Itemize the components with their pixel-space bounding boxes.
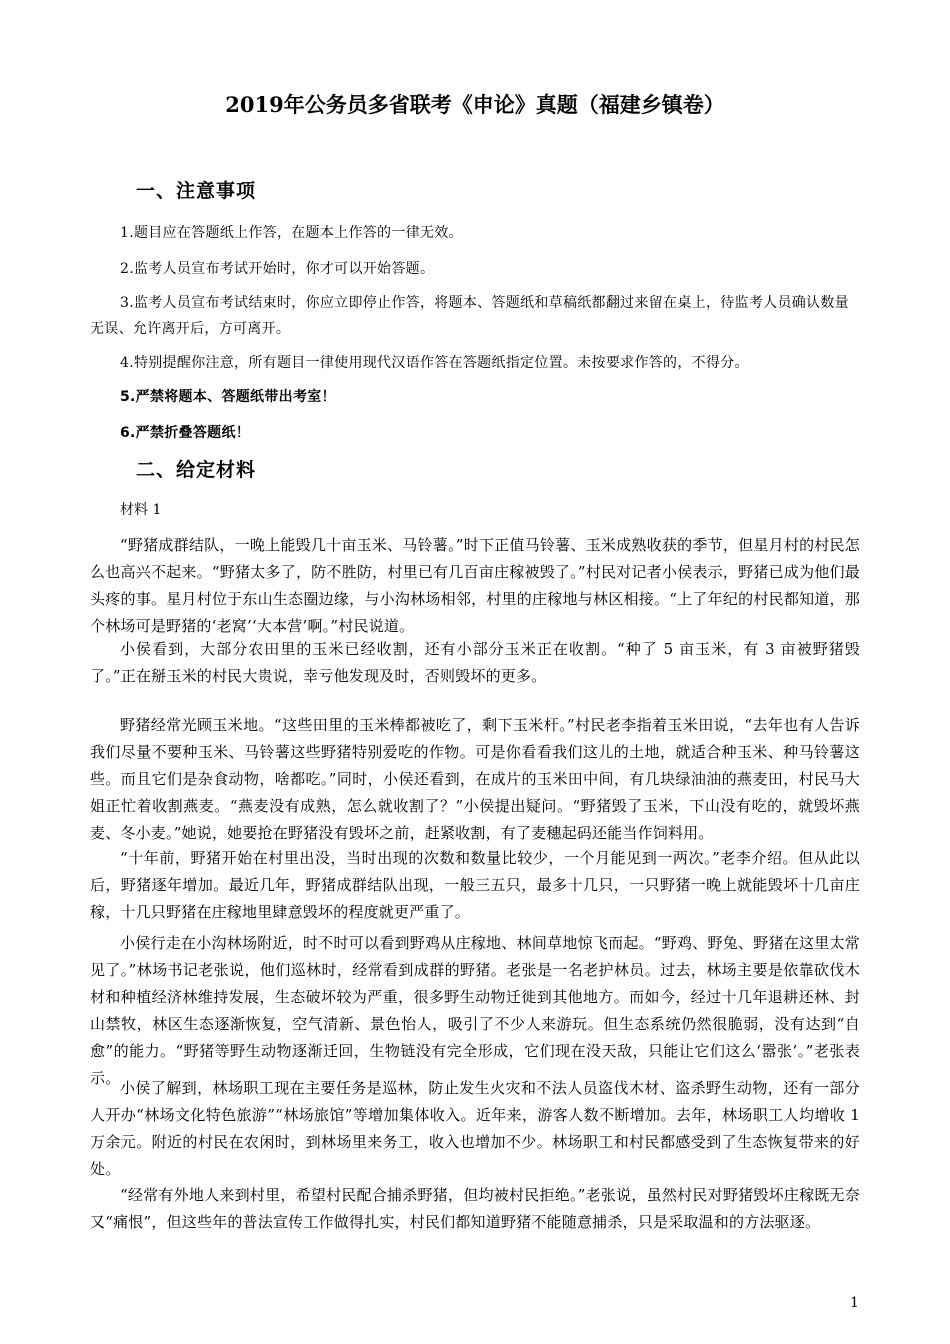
material-paragraph-3: 野猪经常光顾玉米地。“这些田里的玉米棒都被吃了，剩下玉米杆。”村民老李指着玉米田说，“去年也有人告诉我们尽量不要种玉米、马铃薯这些野猪特别爱吃的作物。可是你看看我们这儿的土地，就适合种玉米、种马铃薯这些。而且它们是杂食动物，啥都吃。”同时，小侯还看到，在成片的玉米田中间，有几块绿油油的燕麦田，村民马大姐正忙着收割燕麦。“燕麦没有成熟，怎么就收割了？”小侯提出疑问。“野猪毁了玉米，下山没有吃的，就毁坏燕麦、冬小麦。”她说，她要抢在野猪没有毁坏之前，赶紧收割，有了麦穗起码还能当作饲料用。 <box>90 716 860 842</box>
material-paragraph-1: “野猪成群结队，一晚上能毁几十亩玉米、马铃薯。”时下正值马铃薯、玉米成熟收获的季节，但星月村的村民怎么也高兴不起来。“野猪太多了，防不胜防，村里已有几百亩庄稼被毁了。”村民对记者小侯表示，野猪已成为他们最头疼的事。星月村位于东山生态圈边缘，与小沟林场相邻，村里的庄稼地与林区相接。“上了年纪的村民都知道，那个林场可是野猪的‘老窝’‘大本营’啊。”村民说道。 <box>90 536 860 635</box>
notice-item-1: 1.题目应在答题纸上作答，在题本上作答的一律无效。 <box>120 225 463 241</box>
material-paragraph-7: “经常有外地人来到村里，希望村民配合捕杀野猪，但均被村民拒绝。”老张说，虽然村民对野猪毁坏庄稼既无奈又“痛恨”，但这些年的普法宣传工作做得扎实，村民们都知道野猪不能随意捕杀，只是采取温和的方法驱逐。 <box>90 1186 860 1231</box>
notice-item-2: 2.监考人员宣布考试开始时，你才可以开始答题。 <box>120 261 435 277</box>
material-label: 材料 1 <box>120 502 162 518</box>
section-heading-materials: 二、给定材料 <box>136 459 257 481</box>
notice-item-3: 3.监考人员宣布考试结束时，你应立即停止作答，将题本、答题纸和草稿纸都翻过来留在桌上，待监考人员确认数量无误、允许离开后，方可离开。 <box>90 295 849 337</box>
page-number: 1 <box>850 1295 859 1311</box>
notice-item-5: 5.严禁将题本、答题纸带出考室！ <box>120 389 336 405</box>
material-paragraph-4: “十年前，野猪开始在村里出没，当时出现的次数和数量比较少，一个月能见到一两次。”老李介绍。但从此以后，野猪逐年增加。最近几年，野猪成群结队出现，一般三五只，最多十几只，一只野猪一晚上就能毁坏十几亩庄稼，十几只野猪在庄稼地里肆意毁坏的程度就更严重了。 <box>90 849 860 921</box>
material-paragraph-2: 小侯看到，大部分农田里的玉米已经收割，还有小部分玉米正在收割。“种了 5 亩玉米，有 3 亩被野猪毁了。”正在掰玉米的村民大贵说，幸亏他发现及时，否则毁坏的更多。 <box>90 640 860 685</box>
page-title: 2019年公务员多省联考《申论》真题（福建乡镇卷） <box>225 92 725 117</box>
notice-item-6: 6.严禁折叠答题纸！ <box>120 425 251 441</box>
section-heading-notes: 一、注意事项 <box>136 180 257 202</box>
notice-item-4: 4.特别提醒你注意，所有题目一律使用现代汉语作答在答题纸指定位置。未按要求作答的，不得分。 <box>120 355 749 371</box>
material-paragraph-6: 小侯了解到，林场职工现在主要任务是巡林，防止发生火灾和不法人员盗伐木材、盗杀野生动物，还有一部分人开办“林场文化特色旅游”“林场旅馆”等增加集体收入。近年来，游客人数不断增加。去年，林场职工人均增收 1 万余元。附近的村民在农闲时，到林场里来务工，收入也增加不少。林场职工和村民都感受到了生态恢复带来的好处。 <box>90 1079 860 1178</box>
material-paragraph-5: 小侯行走在小沟林场附近，时不时可以看到野鸡从庄稼地、林间草地惊飞而起。“野鸡、野兔、野猪在这里太常见了。”林场书记老张说，他们巡林时，经常看到成群的野猪。老张是一名老护林员。过去，林场主要是依靠砍伐木材和种植经济林维持发展，生态破坏较为严重，很多野生动物迁徙到其他地方。而如今，经过十几年退耕还林、封山禁牧，林区生态逐渐恢复，空气清新、景色怡人，吸引了不少人来游玩。但生态系统仍然很脆弱，没有达到“自愈”的能力。“野猪等野生动物逐渐迁回，生物链没有完全形成，它们现在没天敌，只能让它们这么‘嚣张’。”老张表示。 <box>90 934 860 1087</box>
